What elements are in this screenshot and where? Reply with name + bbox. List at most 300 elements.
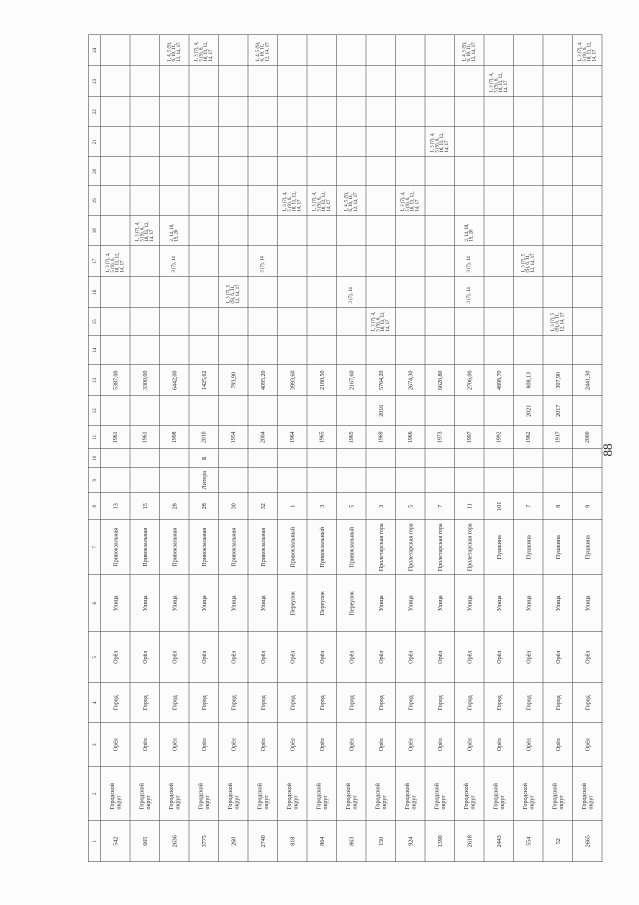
table-cell-text: 1	[288, 504, 296, 508]
table-cell	[189, 186, 219, 216]
table-cell	[101, 493, 131, 520]
table-cell	[278, 575, 308, 632]
table-cell-text: Б	[200, 456, 207, 460]
table-cell	[396, 186, 426, 216]
table-cell	[278, 246, 308, 277]
table-cell	[455, 520, 485, 575]
table-cell	[396, 396, 426, 426]
table-cell-codes: 2, 14, 18, 19, 20	[169, 223, 179, 242]
table-cell	[248, 493, 278, 520]
table-cell-text: 3993,60	[288, 370, 296, 390]
table-cell	[307, 520, 337, 575]
table-row	[278, 35, 308, 862]
table-row	[425, 35, 455, 862]
table-row	[189, 35, 219, 862]
table-cell-text: Город	[583, 695, 591, 711]
table-cell	[307, 468, 337, 493]
table-cell-text: 1966	[407, 431, 413, 443]
table-cell-codes: 3 (7), 14	[466, 256, 472, 273]
table-cell	[101, 767, 131, 821]
table-cell-text: Город	[170, 695, 178, 711]
table-cell	[484, 426, 514, 449]
table-cell	[484, 308, 514, 336]
table-cell	[366, 365, 396, 396]
table-cell-text: 4898,70	[495, 370, 502, 390]
table-cell-codes: 1, 3 (7), 5 (9), 6, 11, 12, 14, 17	[550, 312, 565, 332]
table-cell	[307, 277, 337, 308]
table-cell	[307, 575, 337, 632]
table-cell	[573, 336, 603, 365]
table-cell-text: Привокзальная	[200, 527, 207, 567]
table-cell	[425, 520, 455, 575]
table-cell-text: Улица	[200, 595, 207, 612]
table-cell-text: 554	[524, 836, 532, 846]
table-cell-text: 1962	[525, 431, 531, 443]
table-cell-text: Орёл	[406, 650, 414, 664]
table-cell	[425, 277, 455, 308]
table-cell	[101, 723, 131, 767]
table-cell-text: 665	[141, 836, 148, 846]
table-cell	[484, 723, 514, 767]
table-cell-text: Городской округ	[137, 783, 152, 810]
table-cell	[573, 632, 603, 683]
table-cell-text: Город	[347, 695, 355, 711]
table-cell-text: Орёл	[141, 650, 148, 664]
table-cell	[573, 157, 603, 186]
table-cell	[219, 277, 249, 308]
table-cell-text: Литера	[200, 471, 207, 490]
table-cell-text: 2443	[495, 835, 502, 848]
column-number-header: 4	[89, 683, 101, 723]
table-cell-text: 2180,50	[318, 370, 325, 390]
table-cell	[278, 35, 308, 66]
table-cell	[514, 396, 544, 426]
table-cell	[514, 449, 544, 468]
table-cell-text: Город	[259, 695, 266, 711]
table-cell-text: 2636	[170, 835, 178, 848]
table-cell	[337, 365, 367, 396]
table-cell-codes: 1, 3 (7), 5 (9), 6, 11, 12, 14, 17	[225, 284, 241, 304]
table-cell	[189, 723, 219, 767]
table-cell-text: 1969	[377, 431, 384, 443]
table-cell	[396, 426, 426, 449]
table-cell	[130, 157, 160, 186]
column-number-header: 2	[89, 767, 101, 821]
table-cell	[484, 97, 514, 127]
table-cell	[484, 157, 514, 186]
table-cell	[130, 186, 160, 216]
table-cell	[455, 336, 485, 365]
table-cell	[514, 821, 544, 862]
table-cell-text: Орёл	[583, 738, 591, 752]
table-cell-text: 52	[554, 838, 561, 845]
table-cell	[396, 246, 426, 277]
table-cell	[219, 632, 249, 683]
table-cell	[278, 336, 308, 365]
table-cell	[455, 277, 485, 308]
table-cell-text: Переулок	[318, 591, 325, 616]
table-cell	[514, 767, 544, 821]
table-cell	[248, 157, 278, 186]
table-cell	[425, 97, 455, 127]
table-cell	[484, 66, 514, 97]
table-cell	[425, 767, 455, 821]
table-cell	[543, 520, 573, 575]
table-cell	[425, 365, 455, 396]
table-cell	[278, 396, 308, 426]
table-cell	[337, 216, 367, 246]
table-cell	[543, 468, 573, 493]
table-row	[248, 35, 278, 862]
table-cell-text: 1997	[466, 431, 472, 443]
table-cell	[248, 186, 278, 216]
table-cell-text: Привокзальный	[347, 527, 355, 568]
table-cell	[337, 683, 367, 723]
table-cell-text: Привокзальная	[259, 527, 266, 567]
table-cell	[455, 186, 485, 216]
table-cell-text: Орёл	[436, 738, 443, 752]
table-cell-text: 1425,62	[200, 370, 207, 390]
table-cell-text: Привокзальная	[141, 527, 148, 567]
table-cell	[248, 216, 278, 246]
table-cell	[337, 468, 367, 493]
table-cell	[396, 97, 426, 127]
table-cell-text: 32	[259, 503, 266, 510]
table-cell	[219, 35, 249, 66]
table-cell	[366, 468, 396, 493]
table-cell	[307, 632, 337, 683]
table-cell-text: 2010	[200, 431, 207, 443]
column-number-header: 5	[89, 632, 101, 683]
table-cell	[160, 35, 190, 66]
table-cell	[307, 426, 337, 449]
table-row	[130, 35, 160, 862]
table-cell-text: Пушкина	[554, 535, 561, 560]
table-cell	[101, 468, 131, 493]
table-cell	[573, 186, 603, 216]
table-cell	[396, 308, 426, 336]
table-cell	[160, 493, 190, 520]
table-cell	[248, 277, 278, 308]
table-cell-text: Переулок	[347, 591, 355, 616]
table-cell-text: Орёл	[259, 650, 266, 664]
table-row	[337, 35, 367, 862]
table-cell-text: Орёл	[347, 738, 355, 752]
table-cell	[130, 97, 160, 127]
table-cell-text: 5387,00	[111, 370, 119, 390]
table-cell	[160, 723, 190, 767]
table-cell	[101, 396, 131, 426]
table-cell	[278, 216, 308, 246]
table-row	[219, 35, 249, 862]
table-cell-text: Орёл	[377, 650, 384, 664]
table-cell-text: 3	[318, 504, 325, 508]
table-cell	[425, 493, 455, 520]
table-cell	[455, 493, 485, 520]
table-cell	[130, 66, 160, 97]
table-cell-text: Городской округ	[285, 783, 299, 810]
table-cell-codes: 1, 3 (7), 5 (9), 6, 11, 12, 14, 17	[520, 253, 536, 273]
table-cell	[101, 575, 131, 632]
table-cell	[573, 127, 603, 157]
table-cell-text: Городской округ	[167, 783, 181, 810]
table-cell	[278, 308, 308, 336]
table-cell	[543, 723, 573, 767]
table-cell	[248, 308, 278, 336]
table-cell	[514, 66, 544, 97]
table-cell-text: Город	[465, 695, 473, 711]
table-cell-codes: 3 (7), 14	[259, 256, 265, 273]
column-number-header: 1	[89, 821, 101, 862]
table-cell	[455, 66, 485, 97]
table-cell-text: Город	[495, 695, 502, 711]
table-cell-codes: 1, 3 (7), 4, 5 (9), 6, 10, 11, 12, 14, 17	[105, 252, 125, 273]
table-cell-text: Орёл	[229, 650, 237, 664]
table-cell	[543, 66, 573, 97]
table-cell-codes: 1, 4, 5 (9), 6, 10, 11, 12, 14, 17	[166, 41, 182, 62]
table-cell-text: 7	[524, 504, 532, 508]
table-cell-text: 4095,20	[259, 370, 266, 390]
table-cell	[219, 308, 249, 336]
table-cell	[514, 723, 544, 767]
table-cell	[366, 97, 396, 127]
table-cell	[219, 575, 249, 632]
table-cell	[160, 308, 190, 336]
table-cell-text: Орёл	[229, 738, 237, 752]
table-cell	[307, 157, 337, 186]
table-cell-text: Привокзальная	[111, 527, 119, 567]
table-cell-text: Привокзальная	[170, 527, 178, 567]
table-cell	[189, 683, 219, 723]
table-cell	[337, 575, 367, 632]
table-cell	[278, 493, 308, 520]
table-cell-text: 28	[170, 503, 178, 510]
column-number-header: 7	[89, 520, 101, 575]
table-cell	[248, 449, 278, 468]
table-cell-text: 1992	[495, 431, 502, 443]
table-cell	[425, 723, 455, 767]
table-cell	[278, 632, 308, 683]
table-cell	[278, 365, 308, 396]
table-cell	[307, 723, 337, 767]
table-cell	[484, 683, 514, 723]
table-cell	[396, 216, 426, 246]
table-cell-text: Город	[524, 695, 532, 711]
table-cell	[514, 35, 544, 66]
table-cell-text: 2441,30	[583, 370, 591, 390]
table-cell-text: Улица	[554, 595, 561, 612]
table-cell	[396, 277, 426, 308]
table-cell	[219, 396, 249, 426]
table-cell	[455, 35, 485, 66]
table-cell	[337, 277, 367, 308]
table-cell	[160, 426, 190, 449]
table-cell-codes: 3 (7), 14	[348, 287, 354, 304]
table-cell	[219, 520, 249, 575]
table-cell	[543, 277, 573, 308]
table-cell-text: Городской округ	[255, 783, 270, 810]
table-cell-text: 3775	[200, 835, 207, 848]
table-cell	[366, 632, 396, 683]
table-cell-text: 864	[318, 836, 325, 846]
table-row	[455, 35, 485, 862]
table-cell	[307, 449, 337, 468]
table-cell-text: Город	[288, 695, 296, 711]
table-cell	[543, 821, 573, 862]
table-cell	[130, 449, 160, 468]
table-cell-text: Город	[229, 695, 237, 711]
table-cell	[130, 396, 160, 426]
table-cell	[396, 66, 426, 97]
table-cell	[248, 468, 278, 493]
table-cell-codes: 3 (7), 14	[466, 287, 472, 304]
table-cell	[130, 767, 160, 821]
table-cell	[337, 396, 367, 426]
table-cell	[189, 365, 219, 396]
table-cell	[543, 186, 573, 216]
table-cell-text: Улица	[259, 595, 266, 612]
table-cell	[248, 520, 278, 575]
table-cell-text: Привокзальный	[318, 527, 325, 568]
table-cell-text: Пролетарская гора	[436, 523, 443, 572]
table-cell	[337, 308, 367, 336]
table-cell-text: Орёл	[495, 650, 502, 664]
table-cell-text: Орёл	[259, 738, 266, 752]
table-cell	[484, 35, 514, 66]
table-cell	[425, 66, 455, 97]
table-cell	[130, 426, 160, 449]
table-cell	[189, 821, 219, 862]
table-cell	[514, 520, 544, 575]
table-cell	[484, 767, 514, 821]
table-cell	[396, 493, 426, 520]
table-cell	[543, 426, 573, 449]
table-cell-text: 1965	[348, 431, 354, 443]
table-cell	[307, 97, 337, 127]
table-cell-text: Переулок	[288, 591, 296, 616]
table-cell-text: 28	[200, 503, 207, 510]
page-number: 88	[600, 443, 615, 457]
table-cell	[455, 396, 485, 426]
table-cell	[573, 767, 603, 821]
table-cell-text: 3	[377, 504, 384, 508]
table-cell-text: Орёл	[318, 650, 325, 664]
table-cell	[455, 683, 485, 723]
table-cell	[514, 493, 544, 520]
table-cell-text: Улица	[495, 595, 502, 612]
column-number-header: 10	[89, 449, 101, 468]
table-cell	[248, 683, 278, 723]
table-cell	[278, 277, 308, 308]
table-cell	[307, 336, 337, 365]
table-cell	[278, 723, 308, 767]
table-cell	[307, 365, 337, 396]
table-cell-text: Городской округ	[373, 783, 388, 810]
table-cell	[425, 246, 455, 277]
table-cell	[130, 520, 160, 575]
table-cell	[130, 246, 160, 277]
table-cell	[543, 575, 573, 632]
table-cell	[514, 575, 544, 632]
table-cell	[189, 308, 219, 336]
table-cell	[337, 449, 367, 468]
table-cell-codes: 1, 4, 5 (9), 6, 10, 11, 12, 14, 17	[461, 41, 477, 62]
table-cell	[455, 723, 485, 767]
table-cell	[337, 186, 367, 216]
table-cell-text: 5	[406, 504, 414, 508]
table-cell-text: 793,90	[229, 372, 237, 389]
table-cell	[307, 66, 337, 97]
table-cell-text: Городской округ	[344, 783, 358, 810]
table-cell	[366, 396, 396, 426]
table-cell	[101, 336, 131, 365]
table-cell	[337, 97, 367, 127]
table-cell	[543, 683, 573, 723]
table-cell-text: Орёл	[141, 738, 148, 752]
table-cell	[160, 449, 190, 468]
column-number-header: 9	[89, 468, 101, 493]
table-cell	[278, 186, 308, 216]
table-cell	[248, 396, 278, 426]
table-cell	[396, 35, 426, 66]
table-cell-text: Орёл	[318, 738, 325, 752]
header-row	[89, 35, 101, 862]
table-cell	[425, 157, 455, 186]
table-cell	[366, 767, 396, 821]
table-cell	[514, 365, 544, 396]
table-cell-text: 2618	[465, 835, 473, 848]
table-cell-text: 1973	[436, 431, 443, 443]
table-cell	[514, 632, 544, 683]
table-cell	[101, 97, 131, 127]
table-cell	[425, 468, 455, 493]
table-cell	[573, 575, 603, 632]
table-cell	[248, 35, 278, 66]
table-cell-text: Город	[436, 695, 443, 711]
table-cell-text: Город	[111, 695, 119, 711]
table-cell	[130, 683, 160, 723]
table-cell-text: Городской округ	[580, 783, 594, 810]
table-cell-text: Орёл	[200, 650, 207, 664]
table-cell	[189, 632, 219, 683]
table-cell	[425, 127, 455, 157]
table-cell	[514, 426, 544, 449]
table-cell	[543, 449, 573, 468]
table-cell	[425, 336, 455, 365]
table-cell	[543, 35, 573, 66]
table-cell-text: Город	[554, 695, 561, 711]
table-cell-text: 1954	[230, 431, 236, 443]
table-cell	[573, 66, 603, 97]
table-cell	[189, 493, 219, 520]
table-cell-text: Орёл	[111, 650, 119, 664]
table-cell	[189, 66, 219, 97]
column-number-header: 14	[89, 336, 101, 365]
table-cell-codes: 1, 3 (7), 4, 5 (9), 6, 10, 11, 12, 14, 17	[400, 191, 420, 212]
table-cell	[219, 449, 249, 468]
table-cell	[484, 336, 514, 365]
table-cell	[514, 336, 544, 365]
table-cell-text: 101	[495, 501, 502, 511]
table-cell-text: Орёл	[495, 738, 502, 752]
table-cell	[278, 157, 308, 186]
table-cell-text: 2665	[583, 835, 591, 848]
table-cell-text: 6620,80	[436, 370, 443, 390]
table-cell-text: Улица	[170, 595, 178, 612]
table-cell	[573, 493, 603, 520]
table-cell-text: Городской округ	[108, 783, 122, 810]
table-cell	[101, 365, 131, 396]
